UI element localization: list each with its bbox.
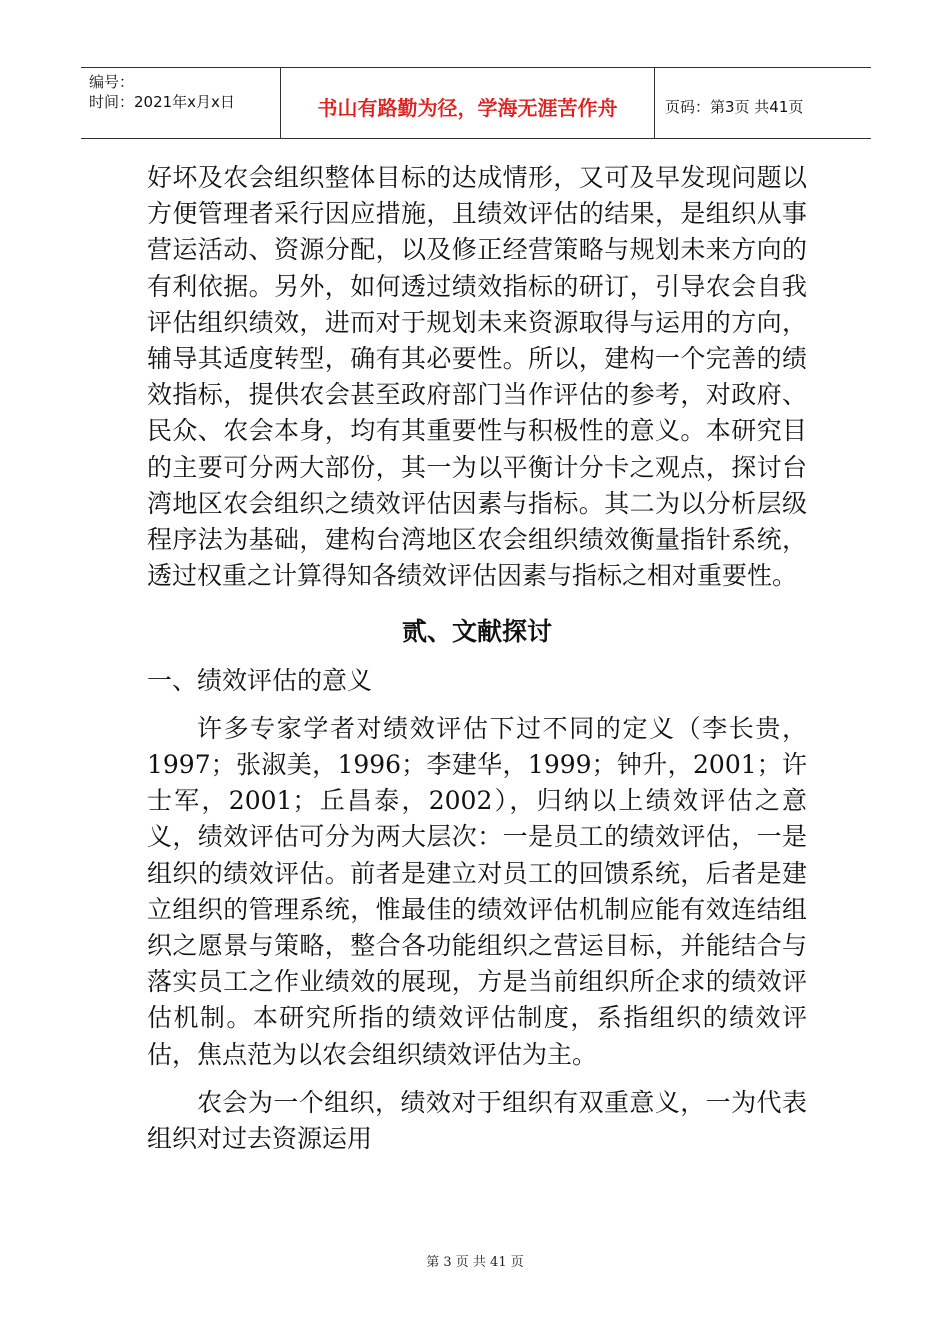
page-footer: 第 3 页 共 41 页 <box>426 1255 524 1270</box>
date-label: 时间：2021年x月x日 <box>89 93 235 111</box>
header-motto: 书山有路勤为径，学海无涯苦作舟 <box>281 68 655 138</box>
header-page-info: 页码：第3页 共41页 <box>665 97 804 116</box>
body-paragraph-2: 许多专家学者对绩效评估下过不同的定义（李长贵，1997；张淑美，1996；李建华，1999；钟升，2001；许士军，2001；丘昌泰，2002），归纳以上绩效评估之意义，绩效评估可分为两大层次：一是员工的绩效评估，一是组织的绩效评估。前者是建立对员工的回馈系统，后者是建立组织的管理系统，惟最佳的绩效评估机制应能有效连结组织之愿景与策略，整合各功能组织之营运目标，并能结合与落实员工之作业绩效的展现，方是当前组织所企求的绩效评估机制。本研究所指的绩效评估制度，系指组织的绩效评估，焦点范为以农会组织绩效评估为主。 <box>147 713 807 1069</box>
body-paragraph-3: 农会为一个组织，绩效对于组织有双重意义，一为代表组织对过去资源运用 <box>147 1087 807 1154</box>
page-header <box>81 67 871 139</box>
section-title: 贰、文献探讨 <box>401 617 552 647</box>
body-paragraph-1: 好坏及农会组织整体目标的达成情形，又可及早发现问题以方便管理者采行因应措施，且绩效评估的结果，是组织从事营运活动、资源分配，以及修正经营策略与规划未来方向的有利依据。另外，如何透过绩效指标的研订，引导农会自我评估组织绩效，进而对于规划未来资源取得与运用的方向，辅导其适度转型，确有其必要性。所以，建构一个完善的绩效指标，提供农会甚至政府部门当作评估的参考，对政府、民众、农会本身，均有其重要性与积极性的意义。本研究目的主要可分两大部份，其一为以平衡计分卡之观点，探讨台湾地区农会组织之绩效评估因素与指标。其二为以分析层级程序法为基础，建构台湾地区农会组织绩效衡量指针系统，透过权重之计算得知各绩效评估因素与指标之相对重要性。 <box>147 163 807 591</box>
number-label: 编号： <box>89 73 135 91</box>
subsection-title: 一、绩效评估的意义 <box>147 665 373 695</box>
header-meta <box>81 68 281 138</box>
document-body <box>147 160 807 1157</box>
